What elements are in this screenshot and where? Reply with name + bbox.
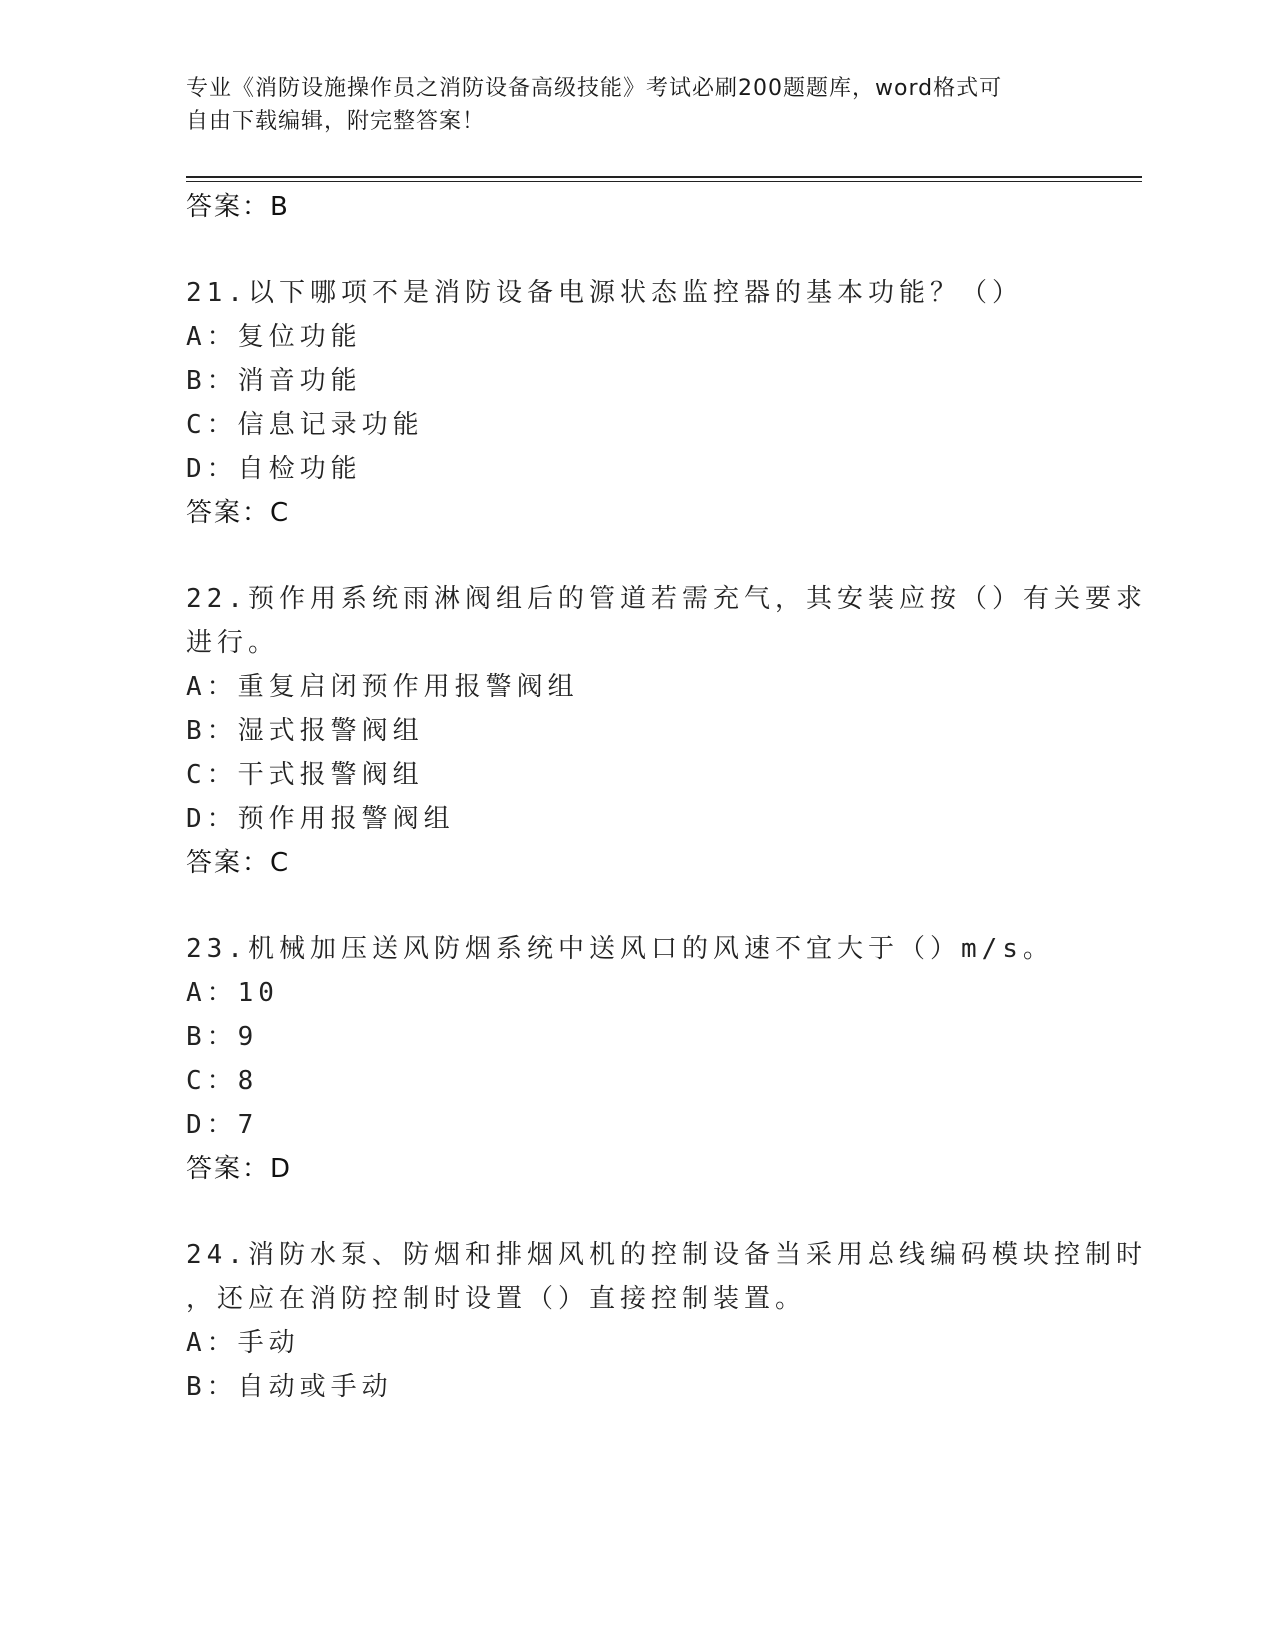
question-23-option-b: B：9 (186, 1022, 259, 1052)
question-23-option-a: A：10 (186, 978, 279, 1008)
question-21-option-c: C：信息记录功能 (186, 410, 424, 440)
question-23-option-d: D：7 (186, 1110, 259, 1140)
document-header (186, 72, 1066, 138)
question-23-answer: 答案：D (186, 1154, 293, 1184)
question-24-text-line-2: ，还应在消防控制时设置（）直接控制装置。 (186, 1284, 807, 1314)
question-21-option-b: B：消音功能 (186, 366, 362, 396)
header-divider-thin (186, 181, 1142, 182)
question-22-option-b: B：湿式报警阀组 (186, 716, 424, 746)
question-21-text: 21.以下哪项不是消防设备电源状态监控器的基本功能？（） (186, 278, 1023, 308)
question-22-option-d: D：预作用报警阀组 (186, 804, 455, 834)
question-22-text-line-1: 22.预作用系统雨淋阀组后的管道若需充气，其安装应按（）有关要求 (186, 584, 1147, 614)
question-22-text-line-2: 进行。 (186, 628, 280, 658)
question-23-text: 23.机械加压送风防烟系统中送风口的风速不宜大于（）m/s。 (186, 934, 1054, 964)
header-divider-thick (186, 176, 1142, 178)
question-21-answer: 答案：C (186, 498, 291, 528)
question-24-option-b: B：自动或手动 (186, 1372, 393, 1402)
question-22-option-a: A：重复启闭预作用报警阀组 (186, 672, 579, 702)
question-23-option-c: C：8 (186, 1066, 259, 1096)
header-line-1: 专业《消防设施操作员之消防设备高级技能》考试必刷200题题库，word格式可 (186, 76, 1003, 101)
header-line-2: 自由下载编辑，附完整答案！ (186, 109, 486, 134)
question-21-option-a: A：复位功能 (186, 322, 362, 352)
previous-answer: 答案：B (186, 192, 290, 222)
question-21-option-d: D：自检功能 (186, 454, 362, 484)
question-22-option-c: C：干式报警阀组 (186, 760, 424, 790)
question-24-text-line-1: 24.消防水泵、防烟和排烟风机的控制设备当采用总线编码模块控制时 (186, 1240, 1147, 1270)
question-22-answer: 答案：C (186, 848, 291, 878)
question-24-option-a: A：手动 (186, 1328, 300, 1358)
